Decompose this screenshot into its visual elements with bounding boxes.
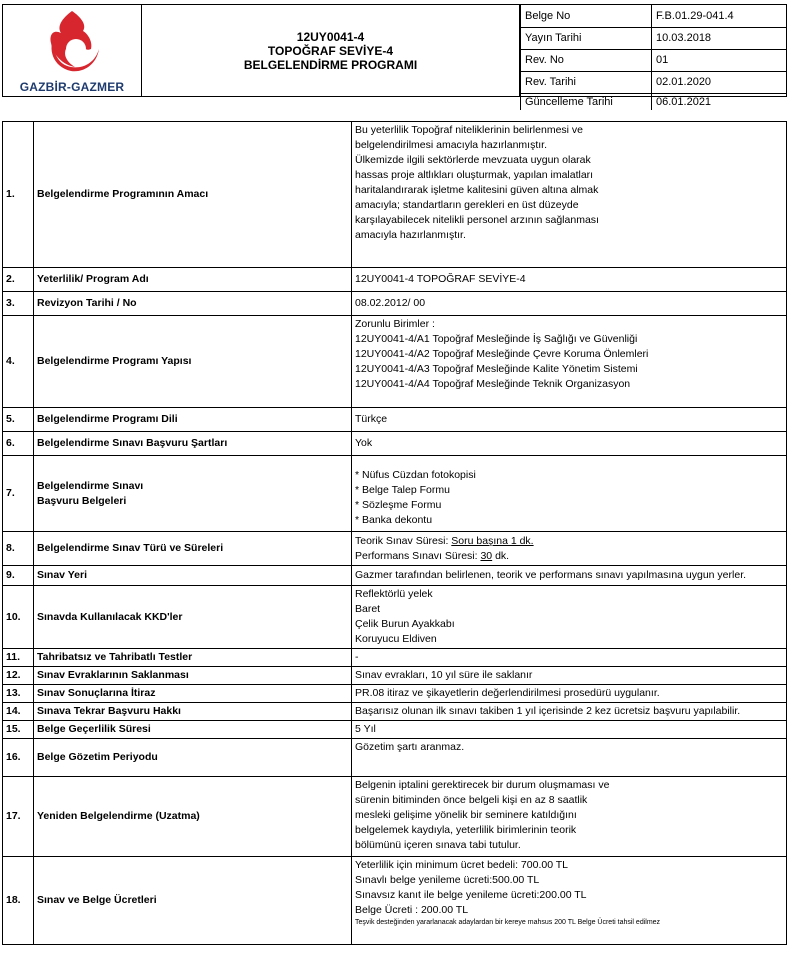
row-value-line: Ülkemizde ilgili sektörlerde mevzuata uygun olarak bbox=[355, 154, 591, 166]
row-value-line: * Nüfus Cüzdan fotokopisi bbox=[355, 469, 476, 481]
row-number: 3. bbox=[3, 292, 34, 316]
row-value-line: 12UY0041-4/A1 Topoğraf Mesleğinde İş Sağlığı ve Güvenliği bbox=[355, 333, 638, 345]
row-value-line: - bbox=[355, 651, 359, 663]
row-number: 18. bbox=[3, 857, 34, 945]
row-label-line: Başvuru Belgeleri bbox=[37, 494, 127, 507]
row-value bbox=[352, 532, 787, 566]
row-value-line: bölümünü içeren sınava tabi tutulur. bbox=[355, 839, 521, 851]
row-value-line: Çelik Burun Ayakkabı bbox=[355, 618, 455, 630]
exam-theory-value: Soru başına 1 dk. bbox=[451, 534, 534, 547]
row-number: 8. bbox=[3, 532, 34, 566]
title-line: 12UY0041-4 bbox=[296, 29, 365, 44]
row-value-line: amacıyla; standartların gerekleri en üst düzeyde bbox=[355, 199, 579, 211]
row-value-line: Baret bbox=[355, 603, 381, 615]
row-number: 15. bbox=[3, 721, 34, 739]
logo bbox=[3, 5, 142, 96]
row-value-line: Bu yeterlilik Topoğraf niteliklerinin belirlenmesi ve bbox=[355, 124, 583, 136]
row-number: 13. bbox=[3, 685, 34, 703]
row-value-line: Belgenin iptalini gerektirecek bir durum oluşmaması ve bbox=[355, 779, 610, 791]
row-label bbox=[34, 456, 352, 532]
row-value-line: PR.08 itiraz ve şikayetlerin değerlendirilmesi prosedürü uygulanır. bbox=[355, 687, 660, 699]
row-value-line: * Belge Talep Formu bbox=[355, 484, 450, 496]
row-value-line: 5 Yıl bbox=[355, 723, 376, 735]
meta-value: 10.03.2018 bbox=[652, 27, 787, 49]
row-value-line: Zorunlu Birimler : bbox=[355, 318, 435, 330]
row-label: Sınavda Kullanılacak KKD'ler bbox=[34, 586, 352, 649]
row-value-line: 12UY0041-4/A2 Topoğraf Mesleğinde Çevre Koruma Önlemleri bbox=[355, 348, 649, 360]
exam-performance-suffix: dk. bbox=[492, 549, 510, 562]
program-row bbox=[3, 586, 787, 649]
row-number: 14. bbox=[3, 703, 34, 721]
meta-value: F.B.01.29-041.4 bbox=[652, 5, 787, 27]
program-row bbox=[3, 566, 787, 586]
row-number: 11. bbox=[3, 649, 34, 667]
row-value-line: Başarısız olunan ilk sınavı takiben 1 yıl içerisinde 2 kez ücretsiz başvuru yapılabilir. bbox=[355, 705, 741, 717]
meta-row bbox=[521, 5, 787, 27]
logo-text: GAZBİR-GAZMER bbox=[19, 80, 125, 94]
row-value-line: Sınav evrakları, 10 yıl süre ile saklanır bbox=[355, 669, 533, 681]
program-row bbox=[3, 456, 787, 532]
row-value-line: Gazmer tarafından belirlenen, teorik ve performans sınavı yapılmasına uygun yerler. bbox=[355, 569, 747, 581]
row-value-line: * Banka dekontu bbox=[355, 514, 433, 526]
row-number: 2. bbox=[3, 268, 34, 292]
row-label: Sınav Evraklarının Saklanması bbox=[34, 667, 352, 685]
row-value-line: Belge Ücreti : 200.00 TL bbox=[355, 904, 469, 916]
program-row bbox=[3, 685, 787, 703]
program-row bbox=[3, 292, 787, 316]
exam-theory-line bbox=[355, 534, 783, 549]
row-value bbox=[352, 649, 787, 667]
program-row bbox=[3, 777, 787, 857]
row-number: 17. bbox=[3, 777, 34, 857]
exam-performance-value: 30 bbox=[480, 549, 493, 562]
meta-label: Yayın Tarihi bbox=[521, 27, 652, 49]
program-row bbox=[3, 532, 787, 566]
row-value-line: hassas proje altlıkları oluşturmak, yapılan imalatları bbox=[355, 169, 594, 181]
program-row bbox=[3, 703, 787, 721]
row-value bbox=[352, 566, 787, 586]
meta-row bbox=[521, 49, 787, 71]
program-row bbox=[3, 268, 787, 292]
row-label: Sınav Yeri bbox=[34, 566, 352, 586]
title-line: TOPOĞRAF SEVİYE-4 bbox=[267, 43, 394, 58]
row-value-line: Koruyucu Eldiven bbox=[355, 633, 437, 645]
row-number: 12. bbox=[3, 667, 34, 685]
row-value-line: Türkçe bbox=[355, 413, 388, 425]
row-label: Sınav Sonuçlarına İtiraz bbox=[34, 685, 352, 703]
row-label: Tahribatsız ve Tahribatlı Testler bbox=[34, 649, 352, 667]
row-value-line: Sınavsız kanıt ile belge yenileme ücreti:200.00 TL bbox=[355, 889, 587, 901]
row-value-line: Yok bbox=[355, 437, 373, 449]
row-number: 10. bbox=[3, 586, 34, 649]
meta-label: Güncelleme Tarihi bbox=[521, 93, 652, 110]
row-label: Belgelendirme Sınav Türü ve Süreleri bbox=[34, 532, 352, 566]
row-number: 16. bbox=[3, 739, 34, 777]
row-value-line: amacıyla hazırlanmıştır. bbox=[355, 229, 466, 241]
meta-row bbox=[521, 93, 787, 110]
row-number: 6. bbox=[3, 432, 34, 456]
program-row bbox=[3, 122, 787, 268]
fee-note: Teşvik desteğinden yararlanacak adaylardan bir kereye mahsus 200 TL Belge Ücreti tahsil edilmez bbox=[355, 919, 661, 926]
row-value bbox=[352, 777, 787, 857]
meta-row bbox=[521, 27, 787, 49]
row-label: Revizyon Tarihi / No bbox=[34, 292, 352, 316]
row-label: Yeterlilik/ Program Adı bbox=[34, 268, 352, 292]
row-value-line: Gözetim şartı aranmaz. bbox=[355, 741, 465, 753]
row-label: Sınav ve Belge Ücretleri bbox=[34, 857, 352, 945]
row-value bbox=[352, 122, 787, 268]
row-number: 9. bbox=[3, 566, 34, 586]
exam-theory-prefix: Teorik Sınav Süresi: bbox=[355, 534, 452, 547]
row-value-line: sürenin bitiminden önce belgeli kişi en az 8 saatlik bbox=[355, 794, 588, 806]
row-value-line: karşılayabilecek nitelikli personel arzının sağlanması bbox=[355, 214, 599, 226]
meta-row bbox=[521, 71, 787, 93]
document-meta-table bbox=[520, 5, 786, 110]
row-value-line: Yeterlilik için minimum ücret bedeli: 700.00 TL bbox=[355, 859, 569, 871]
row-value-line: belgelemek kaydıyla, yeterlilik birimlerinin teorik bbox=[355, 824, 577, 836]
meta-value: 02.01.2020 bbox=[652, 71, 787, 93]
row-label: Belge Gözetim Periyodu bbox=[34, 739, 352, 777]
row-value bbox=[352, 456, 787, 532]
row-value bbox=[352, 667, 787, 685]
program-row bbox=[3, 649, 787, 667]
row-value bbox=[352, 268, 787, 292]
program-row bbox=[3, 721, 787, 739]
row-label: Belgelendirme Programı Yapısı bbox=[34, 316, 352, 408]
row-value-line: mesleki gelişime yönelik bir seminere katıldığını bbox=[355, 809, 577, 821]
meta-value: 01 bbox=[652, 49, 787, 71]
program-row bbox=[3, 408, 787, 432]
program-row bbox=[3, 739, 787, 777]
row-value-line: Sınavlı belge yenileme ücreti:500.00 TL bbox=[355, 874, 540, 886]
meta-label: Rev. No bbox=[521, 49, 652, 71]
row-label: Yeniden Belgelendirme (Uzatma) bbox=[34, 777, 352, 857]
row-value-line: Reflektörlü yelek bbox=[355, 588, 433, 600]
row-value-line: * Sözleşme Formu bbox=[355, 499, 442, 511]
row-value-line: 12UY0041-4/A3 Topoğraf Mesleğinde Kalite Yönetim Sistemi bbox=[355, 363, 638, 375]
row-number: 5. bbox=[3, 408, 34, 432]
program-row bbox=[3, 857, 787, 945]
row-value-line: 12UY0041-4/A4 Topoğraf Mesleğinde Teknik Organizasyon bbox=[355, 378, 631, 390]
row-label: Belgelendirme Programının Amacı bbox=[34, 122, 352, 268]
row-value bbox=[352, 703, 787, 721]
row-label: Belgelendirme Sınavı Başvuru Şartları bbox=[34, 432, 352, 456]
row-value bbox=[352, 316, 787, 408]
row-number: 4. bbox=[3, 316, 34, 408]
meta-value: 06.01.2021 bbox=[652, 93, 787, 110]
row-value-line: haritalandırarak işletme kalitesini güven altına almak bbox=[355, 184, 599, 196]
program-row bbox=[3, 432, 787, 456]
program-table bbox=[2, 121, 787, 945]
document-header bbox=[2, 4, 787, 108]
row-value-line: 08.02.2012/ 00 bbox=[355, 297, 426, 309]
row-value bbox=[352, 408, 787, 432]
meta-label: Belge No bbox=[521, 5, 652, 27]
row-value bbox=[352, 685, 787, 703]
program-row bbox=[3, 667, 787, 685]
row-value bbox=[352, 432, 787, 456]
row-number: 7. bbox=[3, 456, 34, 532]
program-row bbox=[3, 316, 787, 408]
row-value bbox=[352, 292, 787, 316]
exam-performance-line bbox=[355, 549, 783, 564]
row-value-line: 12UY0041-4 TOPOĞRAF SEVİYE-4 bbox=[355, 273, 526, 285]
row-label: Belge Geçerlilik Süresi bbox=[34, 721, 352, 739]
row-label-line: Belgelendirme Sınavı bbox=[37, 479, 144, 492]
row-value bbox=[352, 857, 787, 945]
document-title bbox=[142, 5, 520, 96]
row-number: 1. bbox=[3, 122, 34, 268]
row-value bbox=[352, 586, 787, 649]
row-label: Sınava Tekrar Başvuru Hakkı bbox=[34, 703, 352, 721]
row-value bbox=[352, 721, 787, 739]
flame-logo-icon bbox=[3, 5, 141, 79]
row-value bbox=[352, 739, 787, 777]
row-label: Belgelendirme Programı Dili bbox=[34, 408, 352, 432]
exam-performance-prefix: Performans Sınavı Süresi: bbox=[355, 549, 481, 562]
meta-label: Rev. Tarihi bbox=[521, 71, 652, 93]
title-line: BELGELENDİRME PROGRAMI bbox=[243, 57, 418, 72]
row-value-line: belgelendirilmesi amacıyla hazırlanmıştır. bbox=[355, 139, 547, 151]
